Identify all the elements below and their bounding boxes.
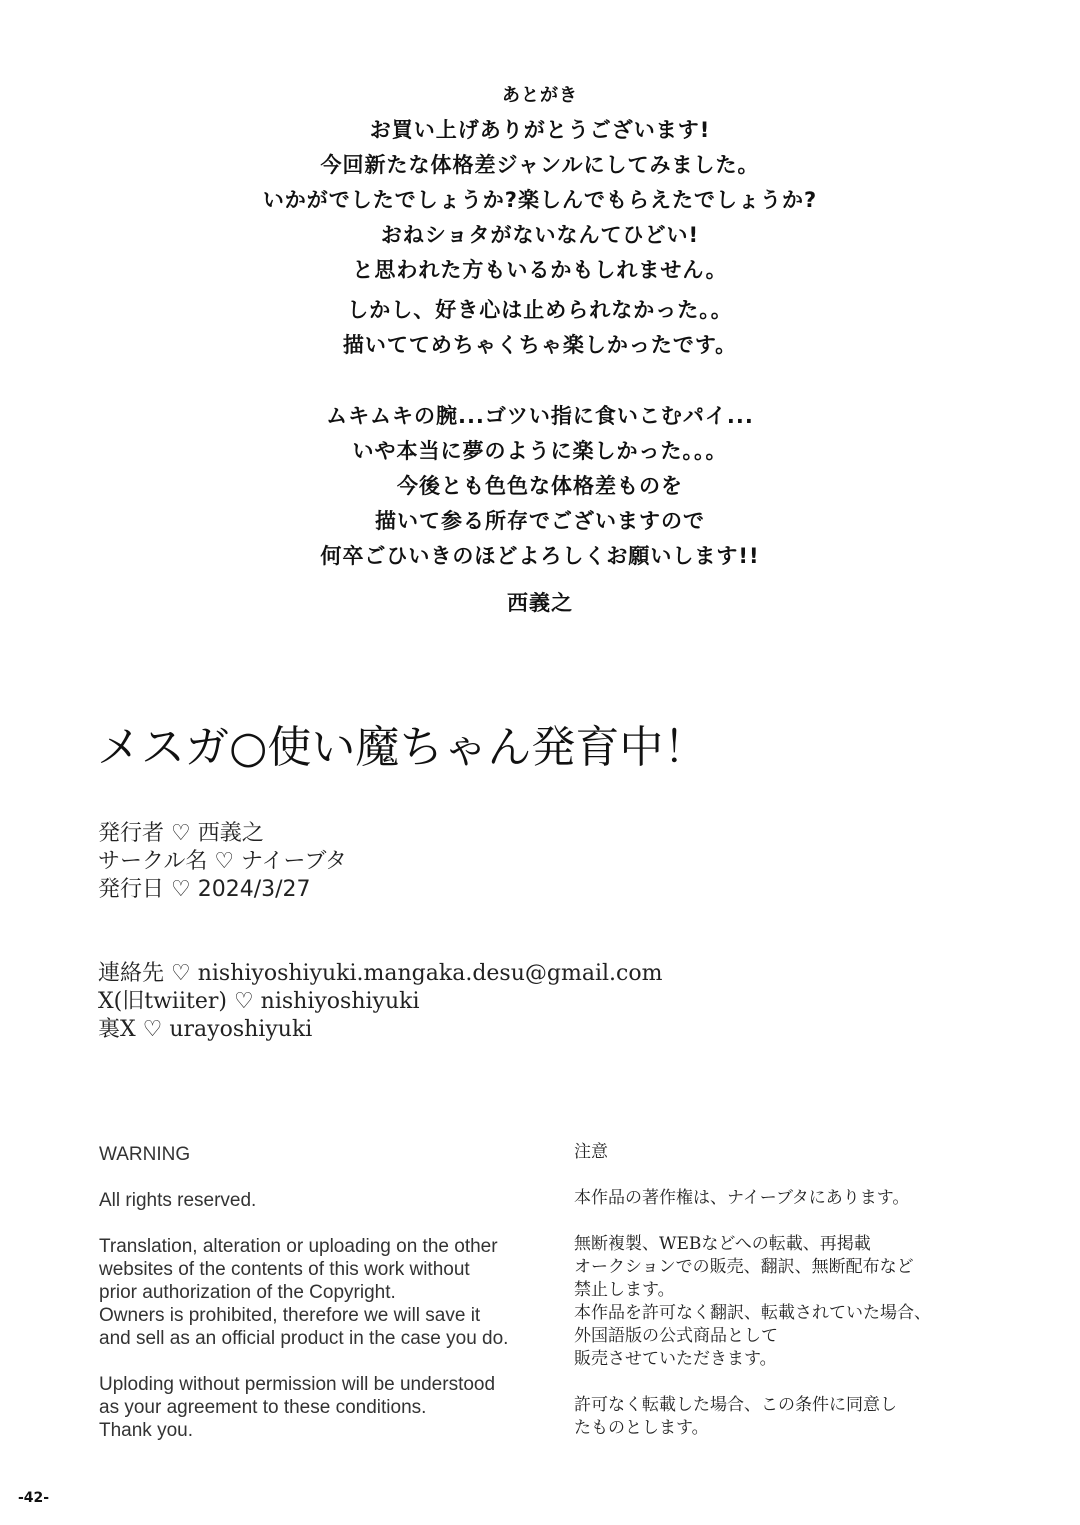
publisher-line: 発行者 ♡ 西義之 bbox=[98, 821, 264, 846]
afterword-signature: 西義之 bbox=[507, 591, 573, 615]
warning-line: and sell as an official product in the case you do. bbox=[99, 1328, 509, 1349]
notice-line: たものとします。 bbox=[574, 1418, 709, 1438]
page-number: -42- bbox=[18, 1490, 50, 1506]
x-account-line: X(旧twiiter) ♡ nishiyoshiyuki bbox=[98, 989, 420, 1014]
publication-info bbox=[98, 820, 347, 904]
warning-paragraph bbox=[99, 1373, 559, 1442]
warning-japanese bbox=[574, 1141, 994, 1463]
afterword-line: 今後とも色色な体格差ものを bbox=[397, 474, 683, 498]
notice-line: 無断複製、WEBなどへの転載、再掲載 bbox=[574, 1234, 871, 1254]
afterword-line: と思われた方もいるかもしれません。 bbox=[352, 258, 728, 282]
notice-paragraph bbox=[574, 1233, 994, 1371]
notice-line: 販売させていただきます。 bbox=[574, 1349, 777, 1369]
notice-line: 禁止します。 bbox=[574, 1280, 675, 1300]
warning-line: Translation, alteration or uploading on the other bbox=[99, 1236, 498, 1257]
afterword-line: おねショタがないなんてひどい! bbox=[380, 223, 700, 247]
warning-line: Uploding without permission will be understood bbox=[99, 1374, 496, 1395]
notice-heading: 注意 bbox=[574, 1142, 608, 1162]
afterword-line: ムキムキの腕...ゴツい指に食いこむパイ... bbox=[326, 404, 754, 428]
notice-line: 外国語版の公式商品として bbox=[574, 1326, 778, 1346]
warning-line: prior authorization of the Copyright. bbox=[99, 1282, 396, 1303]
warning-line: Thank you. bbox=[99, 1420, 193, 1441]
rights-reserved: All rights reserved. bbox=[99, 1190, 257, 1211]
afterword-line: 何卒ごひいきのほどよろしくお願いします!! bbox=[320, 544, 760, 568]
afterword-line: お買い上げありがとうございます! bbox=[369, 118, 711, 142]
afterword-line: いかがでしたでしょうか?楽しんでもらえたでしょうか? bbox=[262, 188, 818, 212]
afterword-line: しかし、好き心は止められなかった。。 bbox=[347, 298, 733, 322]
notice-line: オークションでの販売、翻訳、無断配布など bbox=[574, 1257, 914, 1277]
publish-date-line: 発行日 ♡ 2024/3/27 bbox=[98, 877, 311, 902]
afterword-section bbox=[0, 78, 1080, 621]
warning-line: Owners is prohibited, therefore we will save it bbox=[99, 1305, 481, 1326]
afterword-line: いや本当に夢のように楽しかった。。。 bbox=[352, 439, 728, 463]
warning-line: as your agreement to these conditions. bbox=[99, 1397, 427, 1418]
warning-heading: WARNING bbox=[99, 1144, 191, 1165]
copyright-notice: 本作品の著作権は、ナイーブタにあります。 bbox=[574, 1188, 910, 1208]
book-title: メスガ○使い魔ちゃん発育中！ bbox=[97, 722, 708, 773]
circle-line: サークル名 ♡ ナイーブタ bbox=[98, 849, 347, 874]
warning-english bbox=[99, 1143, 559, 1465]
ura-x-account-line: 裏X ♡ urayoshiyuki bbox=[98, 1017, 313, 1042]
notice-line: 許可なく転載した場合、この条件に同意し bbox=[574, 1395, 897, 1415]
notice-line: 本作品を許可なく翻訳、転載されていた場合、 bbox=[574, 1303, 931, 1323]
email-line: 連絡先 ♡ nishiyoshiyuki.mangaka.desu@gmail.com bbox=[98, 961, 663, 986]
afterword-heading: あとがき bbox=[502, 85, 578, 106]
contact-info bbox=[98, 960, 662, 1044]
afterword-line: 描いて参る所存でございますので bbox=[375, 509, 705, 533]
notice-paragraph bbox=[574, 1394, 994, 1440]
warning-line: websites of the contents of this work without bbox=[99, 1259, 470, 1280]
afterword-line: 描いててめちゃくちゃ楽しかったです。 bbox=[342, 333, 738, 357]
afterword-line: 今回新たな体格差ジャンルにしてみました。 bbox=[320, 153, 760, 177]
warning-paragraph bbox=[99, 1235, 559, 1350]
